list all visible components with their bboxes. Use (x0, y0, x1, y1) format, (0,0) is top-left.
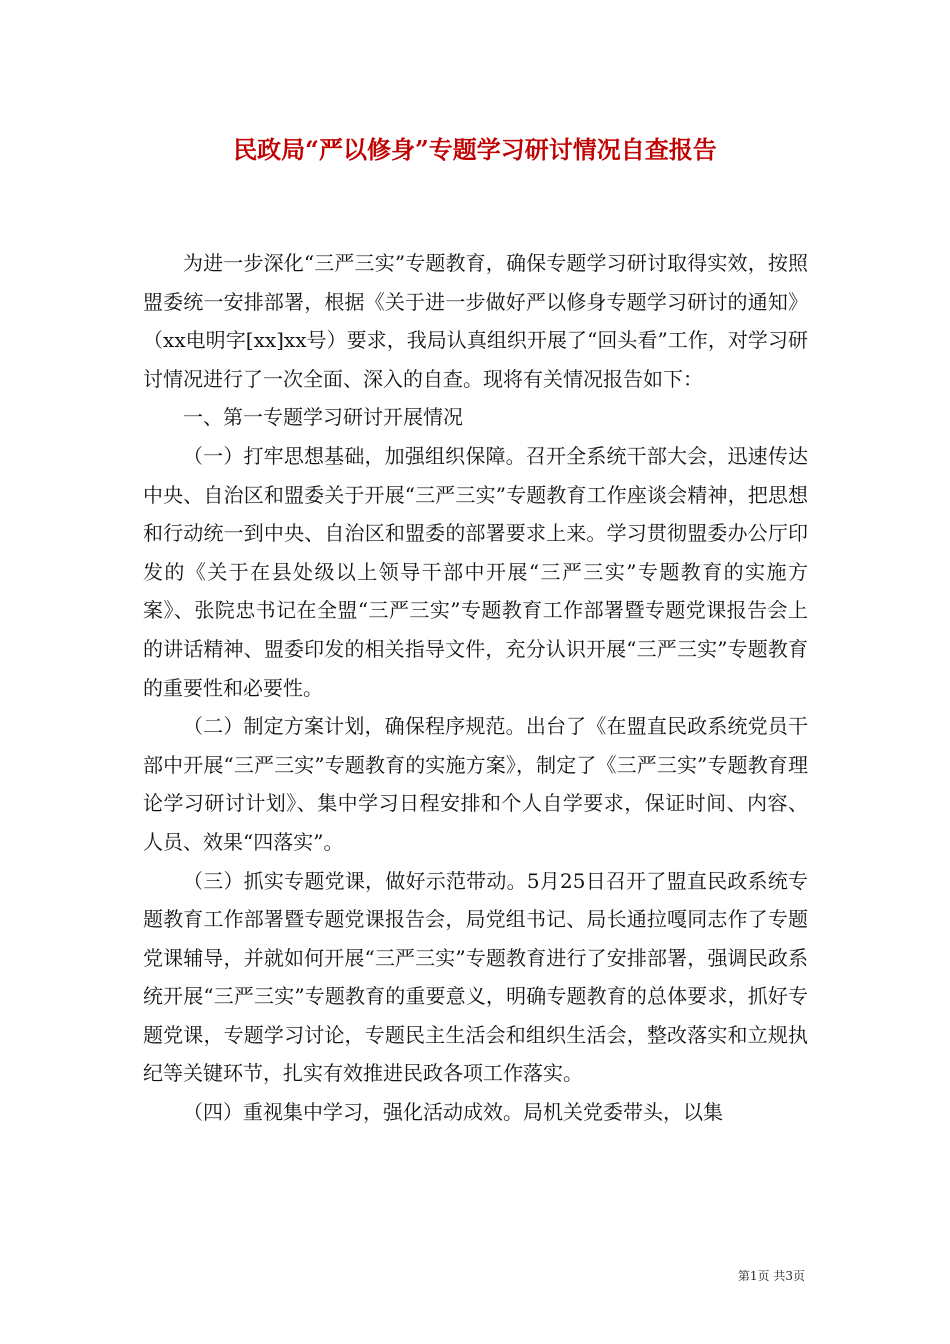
document-body (143, 244, 808, 1132)
paragraph-item-4: （四）重视集中学习，强化活动成效。局机关党委带头，以集 (183, 1100, 723, 1125)
section-heading-1: 一、第一专题学习研讨开展情况 (183, 405, 463, 430)
paragraph-intro: 为进一步深化“三严三实”专题教育，确保专题学习研讨取得实效，按照盟委统一安排部署，根据《关于进一步做好严以修身专题学习研讨的通知》（xx电明字[xx]xx号）要求，我局认真组织开展了“回头看”工作，对学习研讨情况进行了一次全面、深入的自查。现将有关情况报告如下： (143, 251, 808, 391)
paragraph-item-1: （一）打牢思想基础，加强组织保障。召开全系统干部大会，迅速传达中央、自治区和盟委关于开展“三严三实”专题教育工作座谈会精神，把思想和行动统一到中央、自治区和盟委的部署要求上来。学习贯彻盟委办公厅印发的《关于在县处级以上领导干部中开展“三严三实”专题教育的实施方案》、张院忠书记在全盟“三严三实”专题教育工作部署暨专题党课报告会上的讲话精神、盟委印发的相关指导文件，充分认识开展“三严三实”专题教育的重要性和必要性。 (143, 443, 808, 700)
paragraph-item-3: （三）抓实专题党课，做好示范带动。5月25日召开了盟直民政系统专题教育工作部署暨专题党课报告会，局党组书记、局长通拉嘎同志作了专题党课辅导，并就如何开展“三严三实”专题教育进行了安排部署，强调民政系统开展“三严三实”专题教育的重要意义，明确专题教育的总体要求，抓好专题党课，专题学习讨论，专题民主生活会和组织生活会，整改落实和立规执纪等关键环节，扎实有效推进民政各项工作落实。 (143, 868, 808, 1086)
paragraph-item-2: （二）制定方案计划，确保程序规范。出台了《在盟直民政系统党员干部中开展“三严三实”专题教育的实施方案》，制定了《三严三实”专题教育理论学习研讨计划》、集中学习日程安排和个人自学要求，保证时间、内容、人员、效果“四落实”。 (143, 714, 808, 854)
document-title: 民政局“严以修身”专题学习研讨情况自查报告 (233, 135, 717, 164)
page-number-footer: 第1页 共3页 (737, 1269, 805, 1283)
